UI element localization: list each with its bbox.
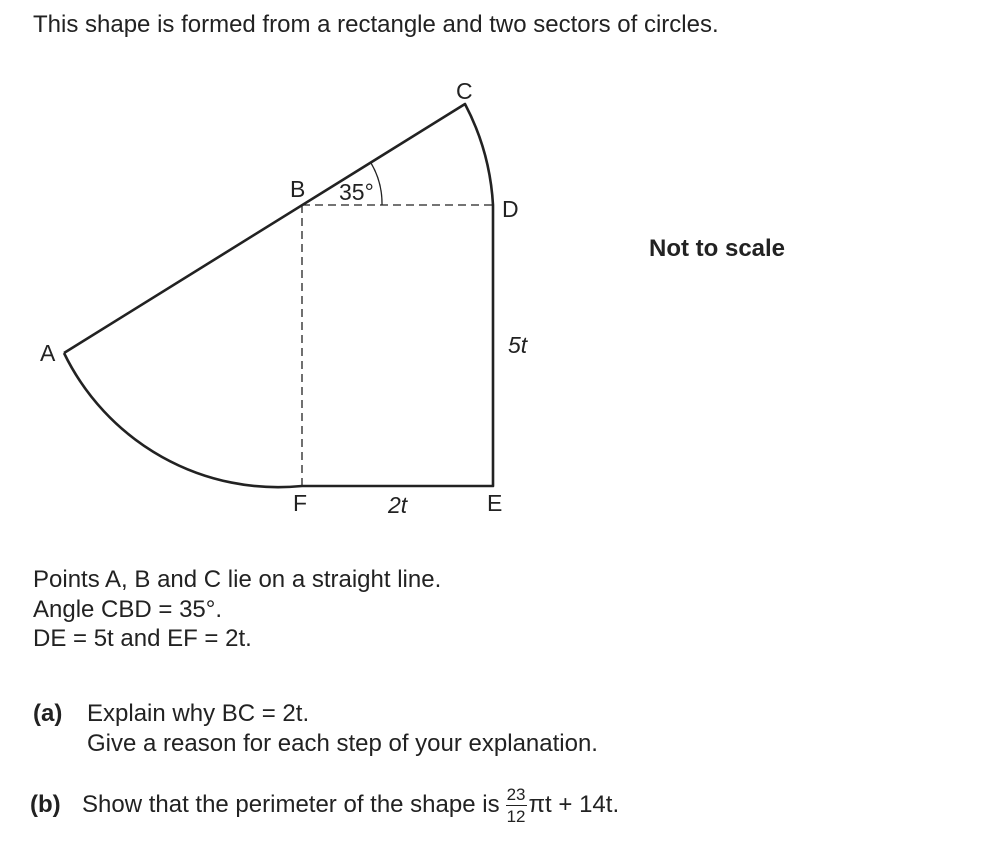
point-label-c: C [456, 78, 473, 104]
angle-label: 35° [339, 179, 374, 205]
fraction-denominator: 12 [506, 807, 526, 826]
fact-line: DE = 5t and EF = 2t. [33, 625, 252, 652]
question-part-a [33, 699, 598, 759]
part-a-label: (a) [33, 700, 63, 727]
point-label-f: F [293, 490, 308, 516]
point-label-e: E [487, 490, 503, 516]
part-b-expression: πt + 14t. [528, 790, 620, 818]
side-label-ef: 2t [388, 492, 408, 518]
part-a-line2: Give a reason for each step of your explanation. [87, 730, 598, 757]
part-b-label: (b) [30, 790, 61, 818]
given-facts [33, 565, 441, 654]
point-label-b: B [290, 176, 306, 202]
side-label-de: 5t [508, 332, 528, 358]
shape-outline [64, 104, 493, 487]
question-part-b [30, 785, 619, 824]
fraction-numerator: 23 [506, 785, 526, 804]
part-a-line1: Explain why BC = 2t. [87, 700, 310, 727]
point-label-a: A [40, 340, 56, 366]
fact-line: Points A, B and C lie on a straight line. [33, 566, 442, 593]
fact-line: Angle CBD = 35°. [33, 595, 223, 623]
intro-text: This shape is formed from a rectangle and two sectors of circles. [33, 11, 719, 38]
point-label-d: D [502, 196, 519, 222]
fraction [506, 786, 527, 825]
not-to-scale-note: Not to scale [649, 235, 786, 262]
part-b-text: Show that the perimeter of the shape is [82, 790, 500, 818]
